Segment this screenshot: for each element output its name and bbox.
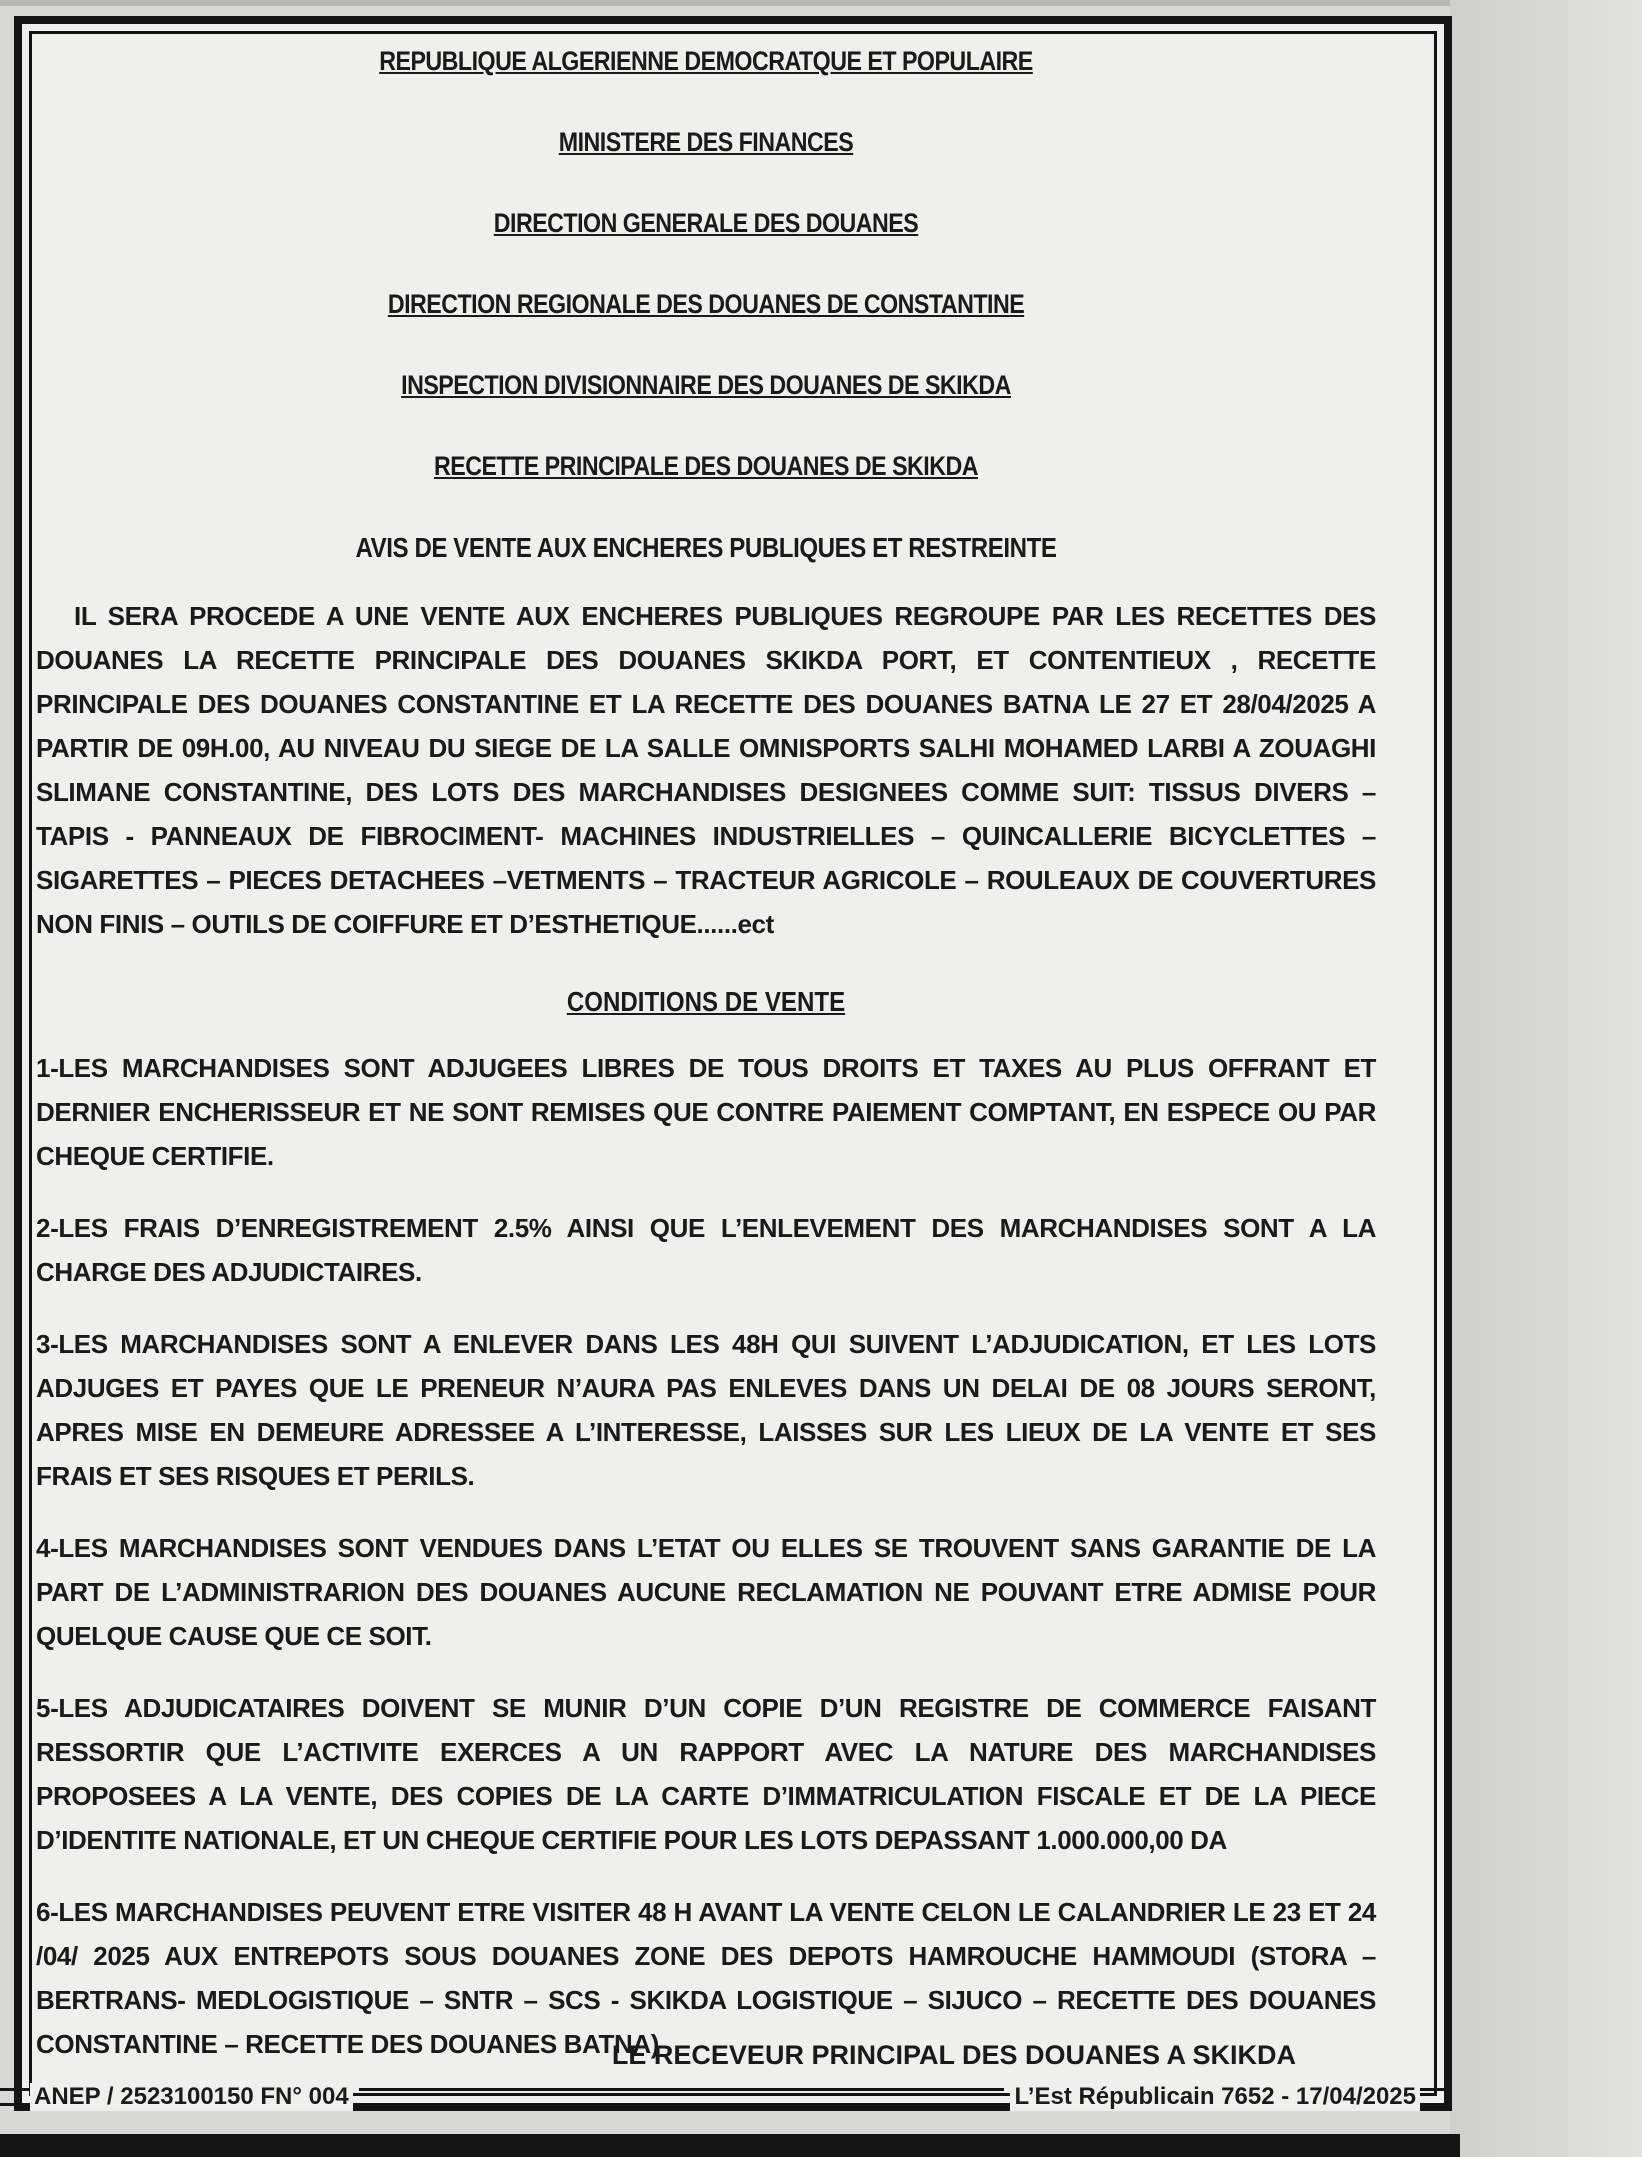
- header-general-direction: DIRECTION GENERALE DES DOUANES: [493, 208, 919, 238]
- footer-rule: [1420, 2088, 1450, 2106]
- header-republic: REPUBLIQUE ALGERIENNE DEMOCRATQUE ET POPULAIRE: [379, 46, 1033, 76]
- footer-rule: [0, 2088, 30, 2106]
- footer-publication: L’Est Républicain 7652 - 17/04/2025: [1010, 2083, 1420, 2111]
- condition-text: -LES ADJUDICATAIRES DOIVENT SE MUNIR D’UN COPIE D’UN REGISTRE DE COMMERCE FAISANT RESSORTIR QUE L’ACTIVITE EXERCES A UN RAPPORT AVEC LA NATURE DES MARCHANDISES PROPOSEES A LA VENTE, DES COPIES DE LA CARTE D’IMMATRICULATION FISCALE ET DE LA PIECE D’IDENTITE NATIONALE, ET UN CHEQUE CERTIFIE POUR LES LOTS DEPASSANT 1.000.000,00 DA: [36, 1693, 1376, 1855]
- condition-number: 2: [36, 1213, 51, 1243]
- header-inspection: INSPECTION DIVISIONNAIRE DES DOUANES DE SKIKDA: [401, 370, 1011, 400]
- header-recette: RECETTE PRINCIPALE DES DOUANES DE SKIKDA: [433, 451, 979, 481]
- condition-text: -LES MARCHANDISES SONT A ENLEVER DANS LES 48H QUI SUIVENT L’ADJUDICATION, ET LES LOTS ADJUGES ET PAYES QUE LE PRENEUR N’AURA PAS ENLEVES DANS UN DELAI DE 08 JOURS SERONT, APRES MISE EN DEMEURE ADRESSEE A L’INTERESSE, LAISSES SUR LES LIEUX DE LA VENTE ET SES FRAIS ET SES RISQUES ET PERILS.: [36, 1329, 1376, 1491]
- condition-2: [36, 1206, 1376, 1294]
- next-ad-border: [0, 2134, 1460, 2157]
- condition-number: 1: [36, 1053, 51, 1083]
- condition-text: -LES MARCHANDISES PEUVENT ETRE VISITER 48 H AVANT LA VENTE CELON LE CALANDRIER LE 23 ET 24 /04/ 2025 AUX ENTREPOTS SOUS DOUANES ZONE DES DEPOTS HAMROUCHE HAMMOUDI (STORA – BERTRANS- MEDLOGISTIQUE – SNTR – SCS - SKIKDA LOGISTIQUE – SIJUCO – RECETTE DES DOUANES CONSTANTINE – RECETTE DES DOUANES BATNA) .: [36, 1897, 1376, 2059]
- adjacent-page-margin: [1450, 0, 1642, 2157]
- condition-text: -LES MARCHANDISES SONT ADJUGEES LIBRES DE TOUS DROITS ET TAXES AU PLUS OFFRANT ET DERNIER ENCHERISSEUR ET NE SONT REMISES QUE CONTRE PAIEMENT COMPTANT, EN ESPECE OU PAR CHEQUE CERTIFIE.: [36, 1053, 1376, 1171]
- intro-paragraph: IL SERA PROCEDE A UNE VENTE AUX ENCHERES PUBLIQUES REGROUPE PAR LES RECETTES DES DOUANES LA RECETTE PRINCIPALE DES DOUANES SKIKDA PORT, ET CONTENTIEUX , RECETTE PRINCIPALE DES DOUANES CONSTANTINE ET LA RECETTE DES DOUANES BATNA LE 27 ET 28/04/2025 A PARTIR DE 09H.00, AU NIVEAU DU SIEGE DE LA SALLE OMNISPORTS SALHI MOHAMED LARBI A ZOUAGHI SLIMANE CONSTANTINE, DES LOTS DES MARCHANDISES DESIGNEES COMME SUIT: TISSUS DIVERS – TAPIS - PANNEAUX DE FIBROCIMENT- MACHINES INDUSTRIELLES – QUINCALLERIE BICYCLETTES –SIGARETTES – PIECES DETACHEES –VETMENTS – TRACTEUR AGRICOLE – ROULEAUX DE COUVERTURES NON FINIS – OUTILS DE COIFFURE ET D’ESTHETIQUE......ect: [36, 601, 1376, 939]
- condition-text: -LES FRAIS D’ENREGISTREMENT 2.5% AINSI QUE L’ENLEVEMENT DES MARCHANDISES SONT A LA CHARGE DES ADJUDICTAIRES.: [36, 1213, 1376, 1287]
- condition-number: 6: [36, 1897, 51, 1927]
- condition-number: 5: [36, 1693, 51, 1723]
- header-regional-direction: DIRECTION REGIONALE DES DOUANES DE CONSTANTINE: [387, 289, 1025, 319]
- top-rule: [0, 0, 1642, 6]
- signature-text: LE RECEVEUR PRINCIPAL DES DOUANES A SKIKDA: [611, 2040, 1296, 2070]
- header-ministry: MINISTERE DES FINANCES: [558, 127, 854, 157]
- condition-3: [36, 1322, 1376, 1498]
- condition-number: 3: [36, 1329, 51, 1359]
- signature: [36, 2040, 1376, 2071]
- condition-number: 4: [36, 1533, 51, 1563]
- notice-title: AVIS DE VENTE AUX ENCHERES PUBLIQUES ET RESTREINTE: [355, 532, 1057, 563]
- notice-content: [36, 46, 1376, 2066]
- footer-reference: ANEP / 2523100150 FN° 004: [30, 2083, 353, 2111]
- conditions-title: CONDITIONS DE VENTE: [566, 986, 846, 1017]
- footer-rule: [359, 2088, 1005, 2106]
- condition-4: [36, 1526, 1376, 1658]
- condition-text: -LES MARCHANDISES SONT VENDUES DANS L’ETAT OU ELLES SE TROUVENT SANS GARANTIE DE LA PART DE L’ADMINISTRARION DES DOUANES AUCUNE RECLAMATION NE POUVANT ETRE ADMISE POUR QUELQUE CAUSE QUE CE SOIT.: [36, 1533, 1376, 1651]
- condition-1: [36, 1046, 1376, 1178]
- footer-bar: [0, 2082, 1450, 2112]
- condition-5: [36, 1686, 1376, 1862]
